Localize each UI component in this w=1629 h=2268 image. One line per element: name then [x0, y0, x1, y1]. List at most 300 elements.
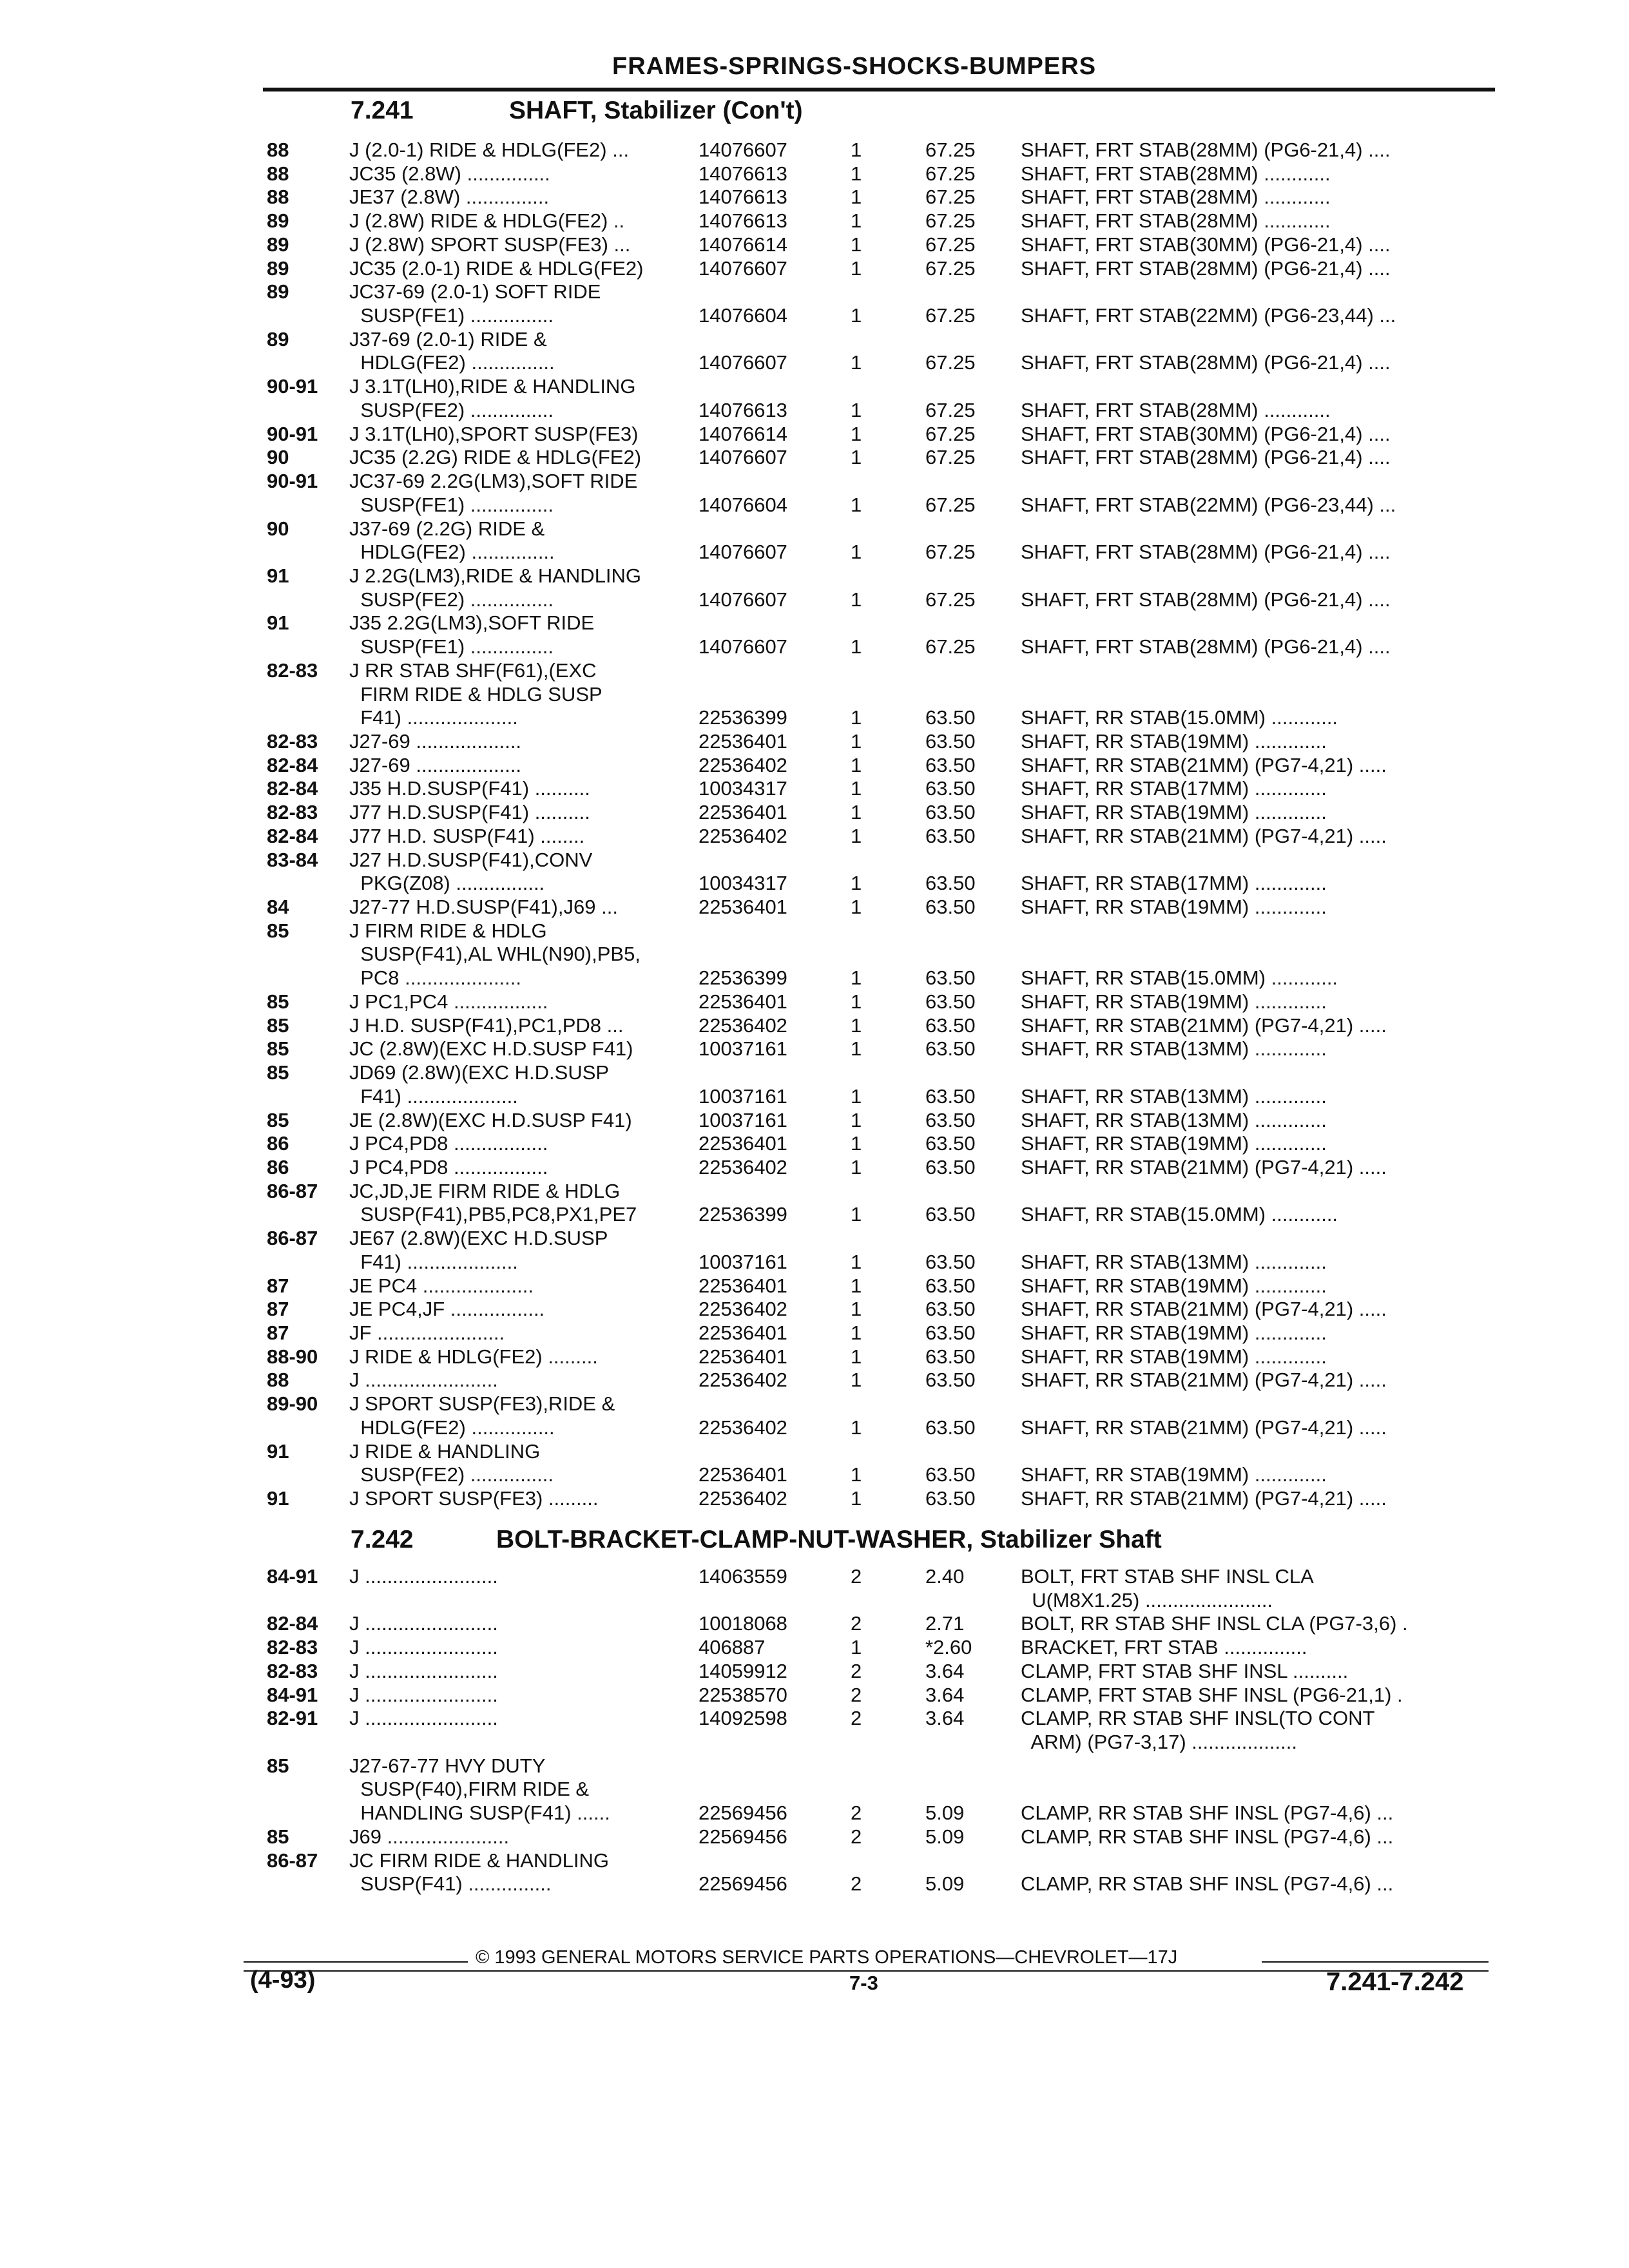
price: 63.50: [925, 1108, 976, 1131]
application-description: J RIDE & HANDLING: [349, 1439, 541, 1463]
application-description: JC35 (2.8W) ...............: [349, 162, 550, 185]
price: 5.09: [925, 1825, 965, 1848]
quantity: 1: [851, 233, 862, 256]
part-name: SHAFT, RR STAB(21MM) (PG7-4,21) .....: [1021, 1298, 1387, 1321]
price: 3.64: [925, 1707, 965, 1730]
application-description: SUSP(F41),AL WHL(N90),PB5,: [349, 943, 641, 966]
model-years: 87: [267, 1274, 289, 1297]
part-number: 22536401: [699, 730, 787, 753]
quantity: 1: [851, 162, 862, 185]
model-years: 85: [267, 1014, 289, 1037]
model-years: 82-84: [267, 824, 318, 847]
application-description: SUSP(FE1) ...............: [349, 493, 554, 516]
quantity: 2: [851, 1683, 862, 1706]
price: 63.50: [925, 896, 976, 919]
model-years: 86-87: [267, 1849, 318, 1872]
application-description: J ........................: [349, 1707, 498, 1730]
model-years: 88: [267, 162, 289, 185]
part-name: SHAFT, RR STAB(21MM) (PG7-4,21) .....: [1021, 1369, 1387, 1392]
model-years: 88: [267, 1369, 289, 1392]
model-years: 88: [267, 186, 289, 209]
date-code: (4-93): [250, 1966, 316, 1994]
price: 63.50: [925, 777, 976, 800]
part-number: 10034317: [699, 777, 787, 800]
model-years: 87: [267, 1321, 289, 1344]
part-name: ARM) (PG7-3,17) ...................: [1021, 1731, 1297, 1754]
quantity: 1: [851, 541, 862, 564]
model-years: 86: [267, 1155, 289, 1178]
page-number: 7-3: [849, 1972, 878, 1994]
price: 63.50: [925, 1132, 976, 1155]
quantity: 2: [851, 1872, 862, 1896]
part-number: 14076614: [699, 422, 787, 445]
quantity: 1: [851, 635, 862, 658]
part-number: 14076607: [699, 139, 787, 161]
part-name: CLAMP, RR STAB SHF INSL (PG7-4,6) ...: [1021, 1825, 1394, 1848]
application-description: J35 H.D.SUSP(F41) ..........: [349, 777, 590, 800]
model-years: 89: [267, 280, 289, 303]
model-years: 84: [267, 896, 289, 919]
quantity: 1: [851, 588, 862, 611]
quantity: 1: [851, 1487, 862, 1510]
part-number: 14076613: [699, 186, 787, 209]
quantity: 1: [851, 1636, 862, 1659]
part-number: 22569456: [699, 1802, 787, 1825]
price: 63.50: [925, 801, 976, 824]
part-name: SHAFT, FRT STAB(28MM) (PG6-21,4) ....: [1021, 256, 1391, 280]
application-description: J (2.8W) RIDE & HDLG(FE2) ..: [349, 209, 625, 233]
part-name: CLAMP, RR STAB SHF INSL (PG7-4,6) ...: [1021, 1802, 1394, 1825]
application-description: J37-69 (2.0-1) RIDE &: [349, 327, 547, 351]
model-years: 90: [267, 517, 289, 540]
part-name: SHAFT, RR STAB(19MM) .............: [1021, 1345, 1327, 1368]
part-number: 14076613: [699, 398, 787, 421]
application-description: SUSP(FE1) ...............: [349, 304, 554, 327]
application-description: HDLG(FE2) ...............: [349, 351, 555, 374]
application-description: SUSP(FE2) ...............: [349, 398, 554, 421]
model-years: 86-87: [267, 1179, 318, 1202]
part-number: 22536402: [699, 1298, 787, 1321]
section-range: 7.241-7.242: [1326, 1968, 1464, 1996]
application-description: FIRM RIDE & HDLG SUSP: [349, 682, 602, 706]
part-number: 14076607: [699, 635, 787, 658]
part-name: SHAFT, FRT STAB(30MM) (PG6-21,4) ....: [1021, 233, 1391, 256]
application-description: JD69 (2.8W)(EXC H.D.SUSP: [349, 1061, 610, 1084]
application-description: J SPORT SUSP(FE3),RIDE &: [349, 1392, 615, 1416]
part-name: BOLT, FRT STAB SHF INSL CLA: [1021, 1565, 1314, 1588]
part-name: SHAFT, FRT STAB(28MM) (PG6-21,4) ....: [1021, 588, 1391, 611]
quantity: 1: [851, 1155, 862, 1178]
part-number: 22536402: [699, 753, 787, 776]
part-name: SHAFT, RR STAB(15.0MM) ............: [1021, 1203, 1338, 1226]
quantity: 1: [851, 824, 862, 847]
model-years: 85: [267, 1754, 289, 1777]
model-years: 88-90: [267, 1345, 318, 1368]
quantity: 1: [851, 1321, 862, 1344]
model-years: 91: [267, 1487, 289, 1510]
application-description: J27-69 ...................: [349, 753, 522, 776]
application-description: J35 2.2G(LM3),SOFT RIDE: [349, 611, 595, 635]
price: 63.50: [925, 1274, 976, 1297]
price: 67.25: [925, 186, 976, 209]
application-description: J 3.1T(LH0),SPORT SUSP(FE3): [349, 422, 639, 445]
part-name: SHAFT, FRT STAB(28MM) ............: [1021, 186, 1331, 209]
model-years: 82-91: [267, 1707, 318, 1730]
part-name: SHAFT, FRT STAB(28MM) (PG6-21,4) ....: [1021, 635, 1391, 658]
model-years: 89: [267, 327, 289, 351]
part-name: SHAFT, RR STAB(21MM) (PG7-4,21) .....: [1021, 1416, 1387, 1439]
part-name: SHAFT, FRT STAB(30MM) (PG6-21,4) ....: [1021, 422, 1391, 445]
part-name: SHAFT, FRT STAB(28MM) (PG6-21,4) ....: [1021, 446, 1391, 469]
section-title: BOLT-BRACKET-CLAMP-NUT-WASHER, Stabilizer Shaft: [496, 1526, 1162, 1553]
part-number: 22536401: [699, 1274, 787, 1297]
model-years: 90: [267, 446, 289, 469]
price: 63.50: [925, 990, 976, 1013]
part-name: SHAFT, RR STAB(17MM) .............: [1021, 872, 1327, 895]
quantity: 1: [851, 493, 862, 516]
price: 67.25: [925, 588, 976, 611]
price: 63.50: [925, 824, 976, 847]
price: 67.25: [925, 398, 976, 421]
application-description: JE PC4,JF .................: [349, 1298, 545, 1321]
part-name: BRACKET, FRT STAB ...............: [1021, 1636, 1307, 1659]
application-description: JC35 (2.2G) RIDE & HDLG(FE2): [349, 446, 642, 469]
page-header-title: FRAMES-SPRINGS-SHOCKS-BUMPERS: [612, 53, 1097, 80]
quantity: 1: [851, 1108, 862, 1131]
application-description: J RR STAB SHF(F61),(EXC: [349, 658, 597, 682]
part-name: SHAFT, RR STAB(17MM) .............: [1021, 777, 1327, 800]
part-name: CLAMP, RR STAB SHF INSL (PG7-4,6) ...: [1021, 1872, 1394, 1896]
part-number: 22536402: [699, 1014, 787, 1037]
part-number: 14059912: [699, 1659, 787, 1682]
price: 2.71: [925, 1612, 965, 1635]
application-description: JC37-69 2.2G(LM3),SOFT RIDE: [349, 470, 638, 493]
part-name: SHAFT, RR STAB(19MM) .............: [1021, 1463, 1327, 1486]
application-description: J27 H.D.SUSP(F41),CONV: [349, 848, 593, 871]
part-name: SHAFT, RR STAB(13MM) .............: [1021, 1250, 1327, 1273]
price: 63.50: [925, 1014, 976, 1037]
application-description: SUSP(FE2) ...............: [349, 1463, 554, 1486]
application-description: PKG(Z08) ................: [349, 872, 545, 895]
part-name: SHAFT, RR STAB(21MM) (PG7-4,21) .....: [1021, 824, 1387, 847]
application-description: J ........................: [349, 1369, 498, 1392]
quantity: 1: [851, 1274, 862, 1297]
application-description: J FIRM RIDE & HDLG: [349, 919, 547, 942]
application-description: J ........................: [349, 1659, 498, 1682]
quantity: 1: [851, 1037, 862, 1061]
section-number: 7.241: [351, 97, 414, 124]
quantity: 1: [851, 398, 862, 421]
part-number: 22536401: [699, 896, 787, 919]
quantity: 2: [851, 1612, 862, 1635]
application-description: J PC4,PD8 .................: [349, 1132, 548, 1155]
price: 63.50: [925, 1321, 976, 1344]
part-number: 22536401: [699, 1132, 787, 1155]
part-number: 10037161: [699, 1084, 787, 1108]
part-number: 22536402: [699, 1155, 787, 1178]
part-number: 22536401: [699, 801, 787, 824]
price: 63.50: [925, 966, 976, 990]
application-description: JC35 (2.0-1) RIDE & HDLG(FE2): [349, 256, 644, 280]
price: 63.50: [925, 1037, 976, 1061]
part-name: SHAFT, RR STAB(13MM) .............: [1021, 1037, 1327, 1061]
application-description: J ........................: [349, 1683, 498, 1706]
model-years: 91: [267, 564, 289, 587]
price: 63.50: [925, 1084, 976, 1108]
part-name: SHAFT, RR STAB(15.0MM) ............: [1021, 706, 1338, 729]
part-name: SHAFT, RR STAB(21MM) (PG7-4,21) .....: [1021, 753, 1387, 776]
part-number: 22536402: [699, 1369, 787, 1392]
header-rule: [263, 88, 1495, 91]
part-number: 14076607: [699, 541, 787, 564]
part-number: 14076613: [699, 162, 787, 185]
price: 2.40: [925, 1565, 965, 1588]
part-name: SHAFT, RR STAB(21MM) (PG7-4,21) .....: [1021, 1014, 1387, 1037]
quantity: 2: [851, 1707, 862, 1730]
model-years: 84-91: [267, 1565, 318, 1588]
application-description: JE (2.8W)(EXC H.D.SUSP F41): [349, 1108, 632, 1131]
part-number: 22536402: [699, 1416, 787, 1439]
part-name: SHAFT, RR STAB(19MM) .............: [1021, 801, 1327, 824]
price: 63.50: [925, 1463, 976, 1486]
model-years: 91: [267, 1439, 289, 1463]
part-number: 14092598: [699, 1707, 787, 1730]
part-name: SHAFT, RR STAB(13MM) .............: [1021, 1084, 1327, 1108]
section-title: SHAFT, Stabilizer (Con't): [509, 97, 803, 124]
price: 67.25: [925, 256, 976, 280]
model-years: 85: [267, 1108, 289, 1131]
application-description: SUSP(F41),PB5,PC8,PX1,PE7: [349, 1203, 637, 1226]
model-years: 90-91: [267, 470, 318, 493]
application-description: PC8 .....................: [349, 966, 522, 990]
price: 63.50: [925, 706, 976, 729]
part-number: 10037161: [699, 1250, 787, 1273]
quantity: 1: [851, 422, 862, 445]
part-name: BOLT, RR STAB SHF INSL CLA (PG7-3,6) .: [1021, 1612, 1408, 1635]
quantity: 2: [851, 1565, 862, 1588]
price: 67.25: [925, 304, 976, 327]
part-name: SHAFT, RR STAB(21MM) (PG7-4,21) .....: [1021, 1155, 1387, 1178]
part-number: 14076607: [699, 256, 787, 280]
quantity: 1: [851, 304, 862, 327]
part-number: 22536399: [699, 966, 787, 990]
price: *2.60: [925, 1636, 972, 1659]
quantity: 1: [851, 730, 862, 753]
application-description: JC,JD,JE FIRM RIDE & HDLG: [349, 1179, 621, 1202]
price: 63.50: [925, 872, 976, 895]
model-years: 82-83: [267, 658, 318, 682]
price: 63.50: [925, 1250, 976, 1273]
model-years: 82-84: [267, 1612, 318, 1635]
quantity: 1: [851, 1345, 862, 1368]
application-description: J RIDE & HDLG(FE2) .........: [349, 1345, 598, 1368]
quantity: 1: [851, 1369, 862, 1392]
part-name: SHAFT, RR STAB(21MM) (PG7-4,21) .....: [1021, 1487, 1387, 1510]
model-years: 89: [267, 256, 289, 280]
quantity: 2: [851, 1659, 862, 1682]
part-name: CLAMP, FRT STAB SHF INSL (PG6-21,1) .: [1021, 1683, 1403, 1706]
application-description: J ........................: [349, 1636, 498, 1659]
part-name: SHAFT, FRT STAB(28MM) (PG6-21,4) ....: [1021, 541, 1391, 564]
price: 67.25: [925, 139, 976, 161]
model-years: 82-84: [267, 753, 318, 776]
application-description: J 2.2G(LM3),RIDE & HANDLING: [349, 564, 642, 587]
model-years: 83-84: [267, 848, 318, 871]
model-years: 86: [267, 1132, 289, 1155]
price: 63.50: [925, 1369, 976, 1392]
application-description: JC37-69 (2.0-1) SOFT RIDE: [349, 280, 601, 303]
price: 63.50: [925, 1345, 976, 1368]
model-years: 82-83: [267, 1636, 318, 1659]
part-name: SHAFT, RR STAB(19MM) .............: [1021, 990, 1327, 1013]
application-description: J H.D. SUSP(F41),PC1,PD8 ...: [349, 1014, 624, 1037]
part-number: 22536399: [699, 1203, 787, 1226]
application-description: JE PC4 ....................: [349, 1274, 534, 1297]
quantity: 1: [851, 872, 862, 895]
part-name: SHAFT, FRT STAB(28MM) ............: [1021, 209, 1331, 233]
part-name: SHAFT, RR STAB(19MM) .............: [1021, 1274, 1327, 1297]
part-name: SHAFT, RR STAB(19MM) .............: [1021, 1321, 1327, 1344]
quantity: 1: [851, 1250, 862, 1273]
quantity: 1: [851, 966, 862, 990]
model-years: 85: [267, 1061, 289, 1084]
application-description: JC FIRM RIDE & HANDLING: [349, 1849, 610, 1872]
quantity: 1: [851, 990, 862, 1013]
price: 67.25: [925, 209, 976, 233]
model-years: 85: [267, 1825, 289, 1848]
price: 63.50: [925, 1416, 976, 1439]
price: 63.50: [925, 730, 976, 753]
part-name: SHAFT, FRT STAB(22MM) (PG6-23,44) ...: [1021, 493, 1396, 516]
part-number: 14076607: [699, 588, 787, 611]
application-description: J ........................: [349, 1612, 498, 1635]
quantity: 1: [851, 1463, 862, 1486]
quantity: 1: [851, 446, 862, 469]
quantity: 1: [851, 139, 862, 161]
part-name: SHAFT, RR STAB(13MM) .............: [1021, 1108, 1327, 1131]
application-description: JC (2.8W)(EXC H.D.SUSP F41): [349, 1037, 633, 1061]
application-description: JE37 (2.8W) ...............: [349, 186, 550, 209]
application-description: SUSP(FE2) ...............: [349, 588, 554, 611]
part-number: 22536401: [699, 1463, 787, 1486]
model-years: 89: [267, 209, 289, 233]
part-number: 22536399: [699, 706, 787, 729]
part-name: CLAMP, RR STAB SHF INSL(TO CONT: [1021, 1707, 1375, 1730]
part-number: 22536402: [699, 824, 787, 847]
price: 67.25: [925, 493, 976, 516]
quantity: 1: [851, 1014, 862, 1037]
application-description: J37-69 (2.2G) RIDE &: [349, 517, 545, 540]
part-number: 10034317: [699, 872, 787, 895]
model-years: 85: [267, 990, 289, 1013]
price: 67.25: [925, 422, 976, 445]
application-description: J77 H.D. SUSP(F41) ........: [349, 824, 585, 847]
price: 3.64: [925, 1659, 965, 1682]
model-years: 82-83: [267, 801, 318, 824]
application-description: J PC1,PC4 .................: [349, 990, 548, 1013]
part-number: 22536402: [699, 1487, 787, 1510]
quantity: 1: [851, 753, 862, 776]
part-number: 22569456: [699, 1872, 787, 1896]
footer-rule-left: [244, 1961, 468, 1963]
part-number: 14076604: [699, 304, 787, 327]
part-name: SHAFT, RR STAB(19MM) .............: [1021, 1132, 1327, 1155]
application-description: J69 ......................: [349, 1825, 510, 1848]
quantity: 2: [851, 1802, 862, 1825]
model-years: 86-87: [267, 1227, 318, 1250]
model-years: 90-91: [267, 422, 318, 445]
price: 63.50: [925, 753, 976, 776]
part-name: SHAFT, FRT STAB(28MM) (PG6-21,4) ....: [1021, 139, 1391, 161]
model-years: 84-91: [267, 1683, 318, 1706]
part-number: 14076607: [699, 351, 787, 374]
application-description: JF .......................: [349, 1321, 505, 1344]
quantity: 1: [851, 1203, 862, 1226]
part-name: U(M8X1.25) .......................: [1021, 1588, 1273, 1611]
part-name: SHAFT, FRT STAB(28MM) ............: [1021, 162, 1331, 185]
model-years: 82-83: [267, 730, 318, 753]
price: 67.25: [925, 162, 976, 185]
model-years: 88: [267, 139, 289, 161]
part-name: SHAFT, FRT STAB(28MM) ............: [1021, 398, 1331, 421]
price: 67.25: [925, 635, 976, 658]
part-number: 14076607: [699, 446, 787, 469]
part-name: SHAFT, RR STAB(19MM) .............: [1021, 896, 1327, 919]
copyright-notice: © 1993 GENERAL MOTORS SERVICE PARTS OPERATIONS—CHEVROLET—17J: [476, 1947, 1178, 1968]
price: 63.50: [925, 1155, 976, 1178]
part-number: 10018068: [699, 1612, 787, 1635]
model-years: 90-91: [267, 375, 318, 398]
part-number: 22538570: [699, 1683, 787, 1706]
application-description: SUSP(F40),FIRM RIDE &: [349, 1778, 590, 1801]
part-number: 14076613: [699, 209, 787, 233]
part-name: SHAFT, FRT STAB(22MM) (PG6-23,44) ...: [1021, 304, 1396, 327]
price: 63.50: [925, 1203, 976, 1226]
price: 67.25: [925, 351, 976, 374]
quantity: 1: [851, 801, 862, 824]
model-years: 82-83: [267, 1659, 318, 1682]
price: 5.09: [925, 1802, 965, 1825]
part-number: 22536401: [699, 1321, 787, 1344]
application-description: J SPORT SUSP(FE3) .........: [349, 1487, 599, 1510]
price: 67.25: [925, 541, 976, 564]
model-years: 89-90: [267, 1392, 318, 1416]
application-description: HDLG(FE2) ...............: [349, 541, 555, 564]
part-name: SHAFT, RR STAB(19MM) .............: [1021, 730, 1327, 753]
quantity: 1: [851, 1084, 862, 1108]
part-number: 14063559: [699, 1565, 787, 1588]
part-number: 22569456: [699, 1825, 787, 1848]
quantity: 1: [851, 256, 862, 280]
quantity: 1: [851, 186, 862, 209]
part-number: 22536401: [699, 1345, 787, 1368]
quantity: 1: [851, 1132, 862, 1155]
footer-rule-right: [1262, 1961, 1489, 1963]
price: 67.25: [925, 233, 976, 256]
part-number: 10037161: [699, 1037, 787, 1061]
quantity: 1: [851, 209, 862, 233]
application-description: J PC4,PD8 .................: [349, 1155, 548, 1178]
section-number: 7.242: [351, 1526, 414, 1553]
price: 67.25: [925, 446, 976, 469]
quantity: 1: [851, 777, 862, 800]
model-years: 91: [267, 611, 289, 635]
model-years: 85: [267, 1037, 289, 1061]
application-description: J77 H.D.SUSP(F41) ..........: [349, 801, 590, 824]
application-description: J27-77 H.D.SUSP(F41),J69 ...: [349, 896, 618, 919]
price: 3.64: [925, 1683, 965, 1706]
application-description: SUSP(FE1) ...............: [349, 635, 554, 658]
